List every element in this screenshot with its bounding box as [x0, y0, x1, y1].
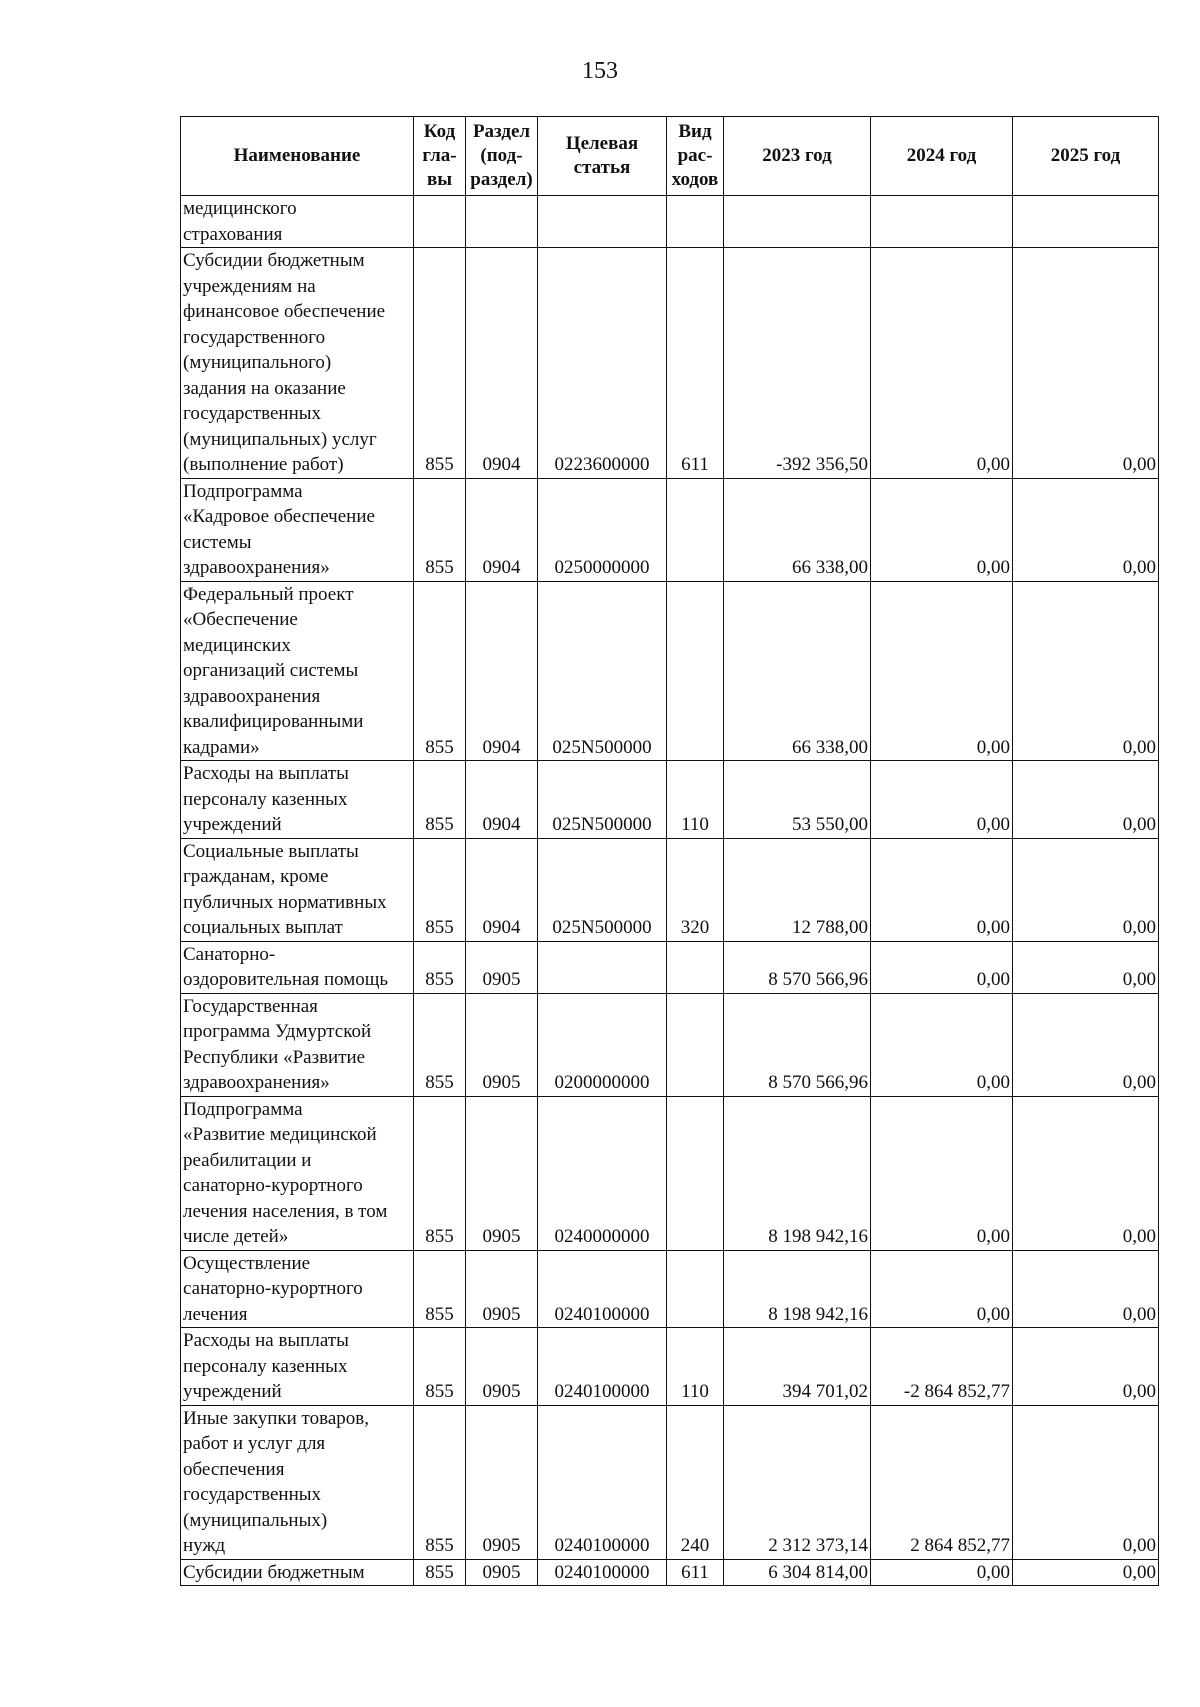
row-chapter: 855	[414, 941, 466, 993]
header-year-2023: 2023 год	[724, 117, 871, 196]
row-chapter: 855	[414, 1328, 466, 1406]
row-2023: 6 304 814,00	[724, 1559, 871, 1586]
row-2023: 12 788,00	[724, 838, 871, 941]
row-target	[538, 941, 667, 993]
row-name: Подпрограмма «Развитие медицинской реабилитации и санаторно-курортного лечения населения, в том числе детей»	[181, 1096, 414, 1250]
row-type: 320	[667, 838, 724, 941]
row-2023: 8 198 942,16	[724, 1250, 871, 1328]
row-2023: 394 701,02	[724, 1328, 871, 1406]
row-target: 0240100000	[538, 1250, 667, 1328]
table-row	[181, 1405, 1159, 1559]
row-2025: 0,00	[1013, 581, 1159, 761]
header-year-2024: 2024 год	[871, 117, 1013, 196]
row-section	[466, 196, 538, 248]
row-chapter: 855	[414, 993, 466, 1096]
row-name: Иные закупки товаров, работ и услуг для обеспечения государственных (муниципальных) нужд	[181, 1405, 414, 1559]
row-2024: 0,00	[871, 478, 1013, 581]
row-2025: 0,00	[1013, 1096, 1159, 1250]
row-2024: -2 864 852,77	[871, 1328, 1013, 1406]
row-chapter: 855	[414, 1250, 466, 1328]
row-section: 0904	[466, 838, 538, 941]
row-chapter: 855	[414, 1405, 466, 1559]
row-name: Санаторно- оздоровительная помощь	[181, 941, 414, 993]
row-chapter: 855	[414, 248, 466, 479]
row-2024: 0,00	[871, 1250, 1013, 1328]
row-chapter: 855	[414, 581, 466, 761]
table-row	[181, 941, 1159, 993]
row-section: 0905	[466, 1250, 538, 1328]
header-section: Раздел (под- раздел)	[466, 117, 538, 196]
table-row	[181, 838, 1159, 941]
row-type	[667, 478, 724, 581]
row-type	[667, 1096, 724, 1250]
row-section: 0904	[466, 248, 538, 479]
row-2023	[724, 196, 871, 248]
row-2025: 0,00	[1013, 941, 1159, 993]
row-2024: 0,00	[871, 1096, 1013, 1250]
row-section: 0905	[466, 1096, 538, 1250]
row-2025: 0,00	[1013, 1405, 1159, 1559]
row-target: 0240100000	[538, 1405, 667, 1559]
row-name: Субсидии бюджетным учреждениям на финансовое обеспечение государственного (муниципального) задания на оказание государственных (муниципальных) услуг (выполнение работ)	[181, 248, 414, 479]
row-2024: 0,00	[871, 1559, 1013, 1586]
row-2024: 0,00	[871, 941, 1013, 993]
row-name: Государственная программа Удмуртской Республики «Развитие здравоохранения»	[181, 993, 414, 1096]
header-target-article: Целевая статья	[538, 117, 667, 196]
row-type: 110	[667, 761, 724, 839]
row-section: 0905	[466, 1405, 538, 1559]
row-target	[538, 196, 667, 248]
row-section: 0905	[466, 1559, 538, 1586]
page-number: 153	[582, 58, 618, 84]
row-2023: 66 338,00	[724, 581, 871, 761]
row-name: Субсидии бюджетным	[181, 1559, 414, 1586]
table-row	[181, 761, 1159, 839]
row-2023: 8 198 942,16	[724, 1096, 871, 1250]
row-type	[667, 581, 724, 761]
row-target: 0240100000	[538, 1559, 667, 1586]
row-type: 110	[667, 1328, 724, 1406]
row-type	[667, 993, 724, 1096]
row-section: 0904	[466, 761, 538, 839]
row-target: 0240000000	[538, 1096, 667, 1250]
row-2024: 0,00	[871, 248, 1013, 479]
row-2023: 66 338,00	[724, 478, 871, 581]
row-target: 0240100000	[538, 1328, 667, 1406]
row-target: 025N500000	[538, 838, 667, 941]
table-row	[181, 196, 1159, 248]
header-year-2025: 2025 год	[1013, 117, 1159, 196]
row-2025: 0,00	[1013, 1250, 1159, 1328]
row-name: Осуществление санаторно-курортного лечения	[181, 1250, 414, 1328]
row-name: Расходы на выплаты персоналу казенных учреждений	[181, 1328, 414, 1406]
row-2025: 0,00	[1013, 478, 1159, 581]
row-2024: 0,00	[871, 993, 1013, 1096]
row-section: 0905	[466, 941, 538, 993]
row-2025: 0,00	[1013, 1328, 1159, 1406]
table-row	[181, 1250, 1159, 1328]
row-2023: -392 356,50	[724, 248, 871, 479]
row-2025	[1013, 196, 1159, 248]
row-target: 0250000000	[538, 478, 667, 581]
header-row	[181, 117, 1159, 196]
row-chapter: 855	[414, 1096, 466, 1250]
row-type: 611	[667, 1559, 724, 1586]
row-2024	[871, 196, 1013, 248]
row-type	[667, 196, 724, 248]
row-2023: 2 312 373,14	[724, 1405, 871, 1559]
row-chapter	[414, 196, 466, 248]
table-row	[181, 1559, 1159, 1586]
row-chapter: 855	[414, 838, 466, 941]
row-2025: 0,00	[1013, 993, 1159, 1096]
row-name: Расходы на выплаты персоналу казенных учреждений	[181, 761, 414, 839]
table-row	[181, 478, 1159, 581]
budget-table	[180, 116, 1159, 1586]
row-target: 0200000000	[538, 993, 667, 1096]
row-2025: 0,00	[1013, 838, 1159, 941]
row-target: 0223600000	[538, 248, 667, 479]
row-name: Федеральный проект «Обеспечение медицинских организаций системы здравоохранения квалифицированными кадрами»	[181, 581, 414, 761]
row-name: Подпрограмма «Кадровое обеспечение системы здравоохранения»	[181, 478, 414, 581]
header-name: Наименование	[181, 117, 414, 196]
row-2023: 8 570 566,96	[724, 941, 871, 993]
row-target: 025N500000	[538, 761, 667, 839]
row-chapter: 855	[414, 478, 466, 581]
row-section: 0904	[466, 478, 538, 581]
header-expense-type: Вид рас- ходов	[667, 117, 724, 196]
row-name: медицинского страхования	[181, 196, 414, 248]
row-type: 240	[667, 1405, 724, 1559]
table-row	[181, 1096, 1159, 1250]
row-section: 0905	[466, 993, 538, 1096]
row-2025: 0,00	[1013, 1559, 1159, 1586]
row-2024: 0,00	[871, 838, 1013, 941]
header-chapter-code: Код гла- вы	[414, 117, 466, 196]
row-2023: 53 550,00	[724, 761, 871, 839]
table-row	[181, 581, 1159, 761]
row-2024: 2 864 852,77	[871, 1405, 1013, 1559]
row-2025: 0,00	[1013, 248, 1159, 479]
row-chapter: 855	[414, 1559, 466, 1586]
row-section: 0904	[466, 581, 538, 761]
row-chapter: 855	[414, 761, 466, 839]
row-name: Социальные выплаты гражданам, кроме публичных нормативных социальных выплат	[181, 838, 414, 941]
row-target: 025N500000	[538, 581, 667, 761]
row-type	[667, 1250, 724, 1328]
row-2024: 0,00	[871, 581, 1013, 761]
row-2025: 0,00	[1013, 761, 1159, 839]
row-2023: 8 570 566,96	[724, 993, 871, 1096]
table-row	[181, 1328, 1159, 1406]
row-type	[667, 941, 724, 993]
table-row	[181, 993, 1159, 1096]
row-section: 0905	[466, 1328, 538, 1406]
table-row	[181, 248, 1159, 479]
row-type: 611	[667, 248, 724, 479]
row-2024: 0,00	[871, 761, 1013, 839]
